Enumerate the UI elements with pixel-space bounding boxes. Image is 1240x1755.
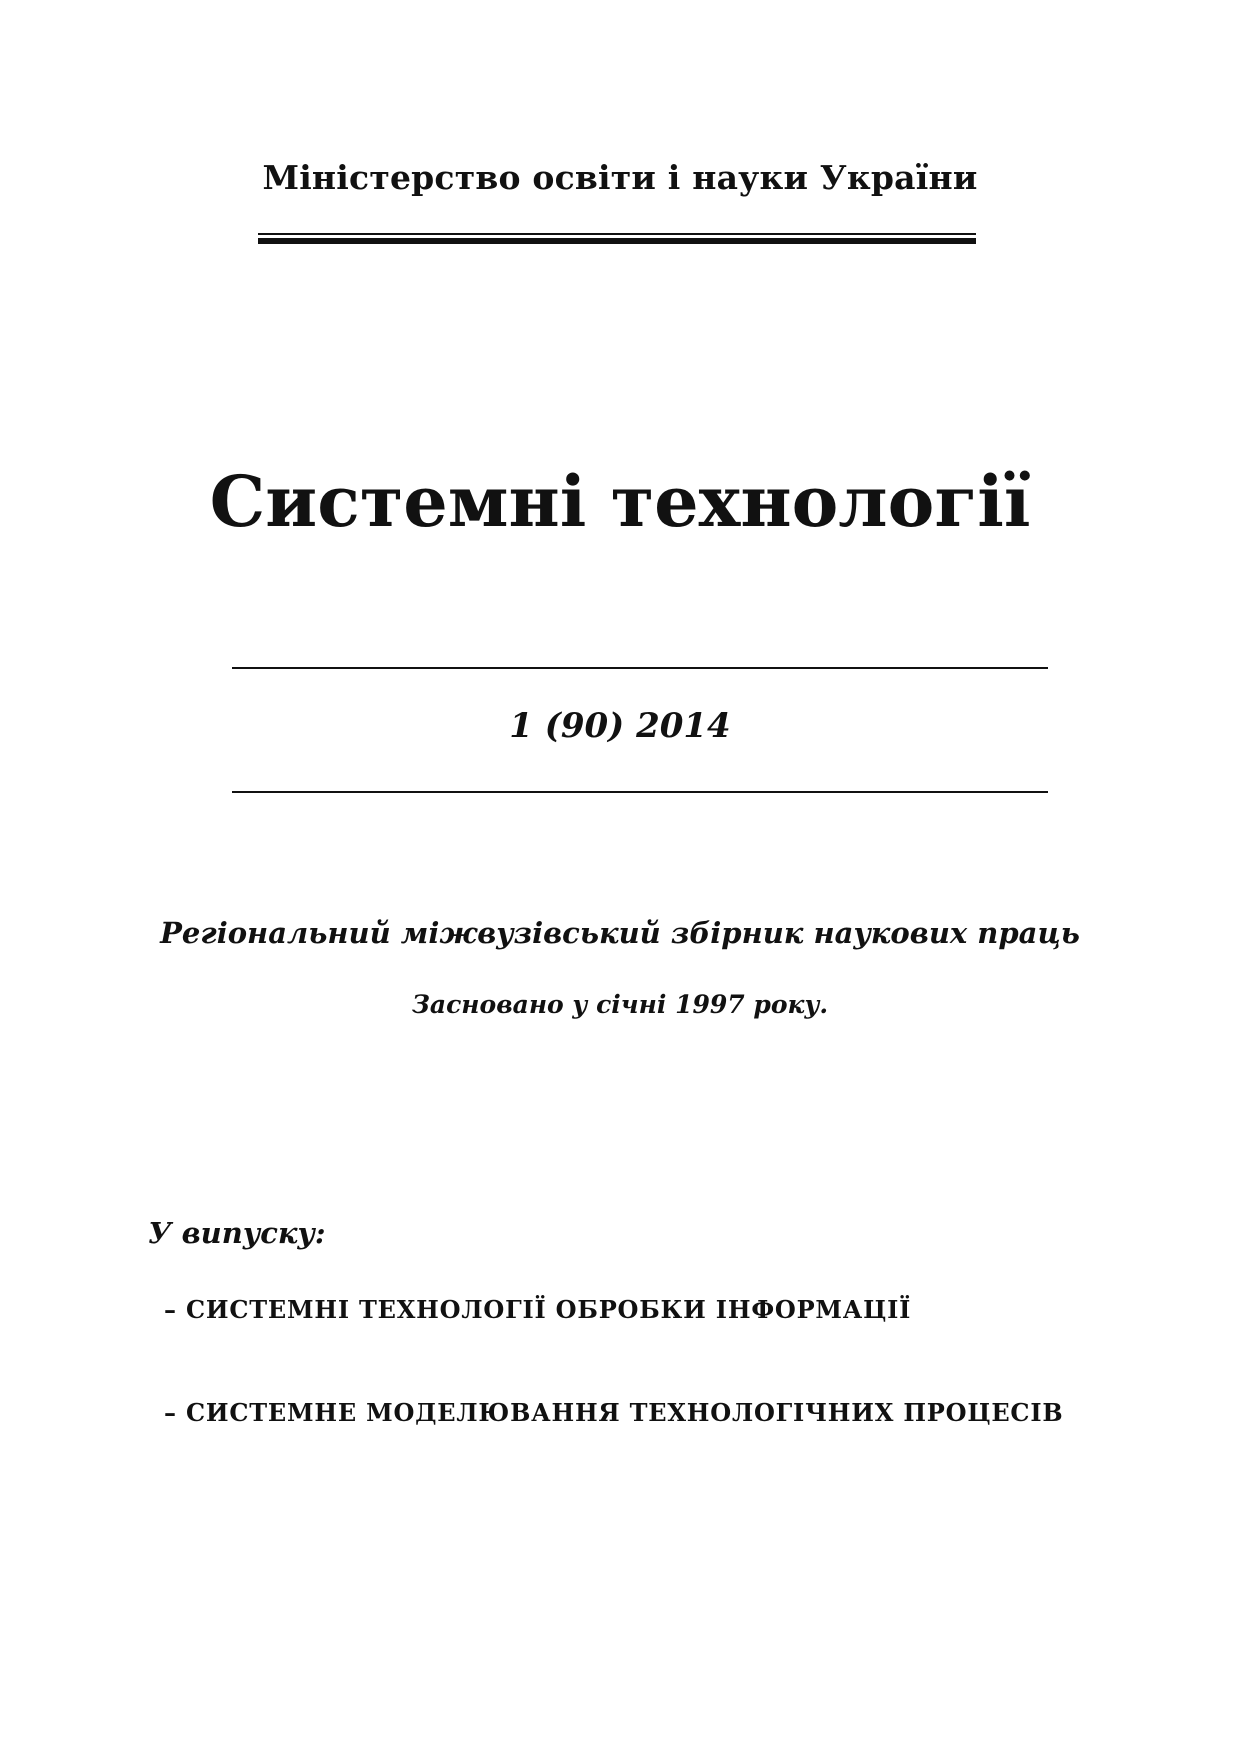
- double-rule-thick-line: [258, 238, 976, 244]
- issue-rule-top: [232, 667, 1048, 669]
- contents-section-item: – СИСТЕМНЕ МОДЕЛЮВАННЯ ТЕХНОЛОГІЧНИХ ПРОЦЕСІВ: [164, 1398, 1064, 1427]
- double-rule-thin-line: [258, 233, 976, 235]
- contents-heading: У випуску:: [148, 1216, 326, 1250]
- issue-number: 1 (90) 2014: [509, 706, 731, 746]
- header-double-rule: [258, 233, 976, 245]
- issue-rule-bottom: [232, 791, 1048, 793]
- journal-title: Системні технології: [209, 460, 1031, 543]
- contents-section-item: – СИСТЕМНІ ТЕХНОЛОГІЇ ОБРОБКИ ІНФОРМАЦІЇ: [164, 1295, 912, 1324]
- founded-note: Засновано у січні 1997 року.: [411, 990, 829, 1019]
- ministry-heading: Міністерство освіти і науки України: [262, 158, 978, 197]
- journal-subtitle: Регіональний міжвузівський збірник наукових праць: [160, 916, 1080, 950]
